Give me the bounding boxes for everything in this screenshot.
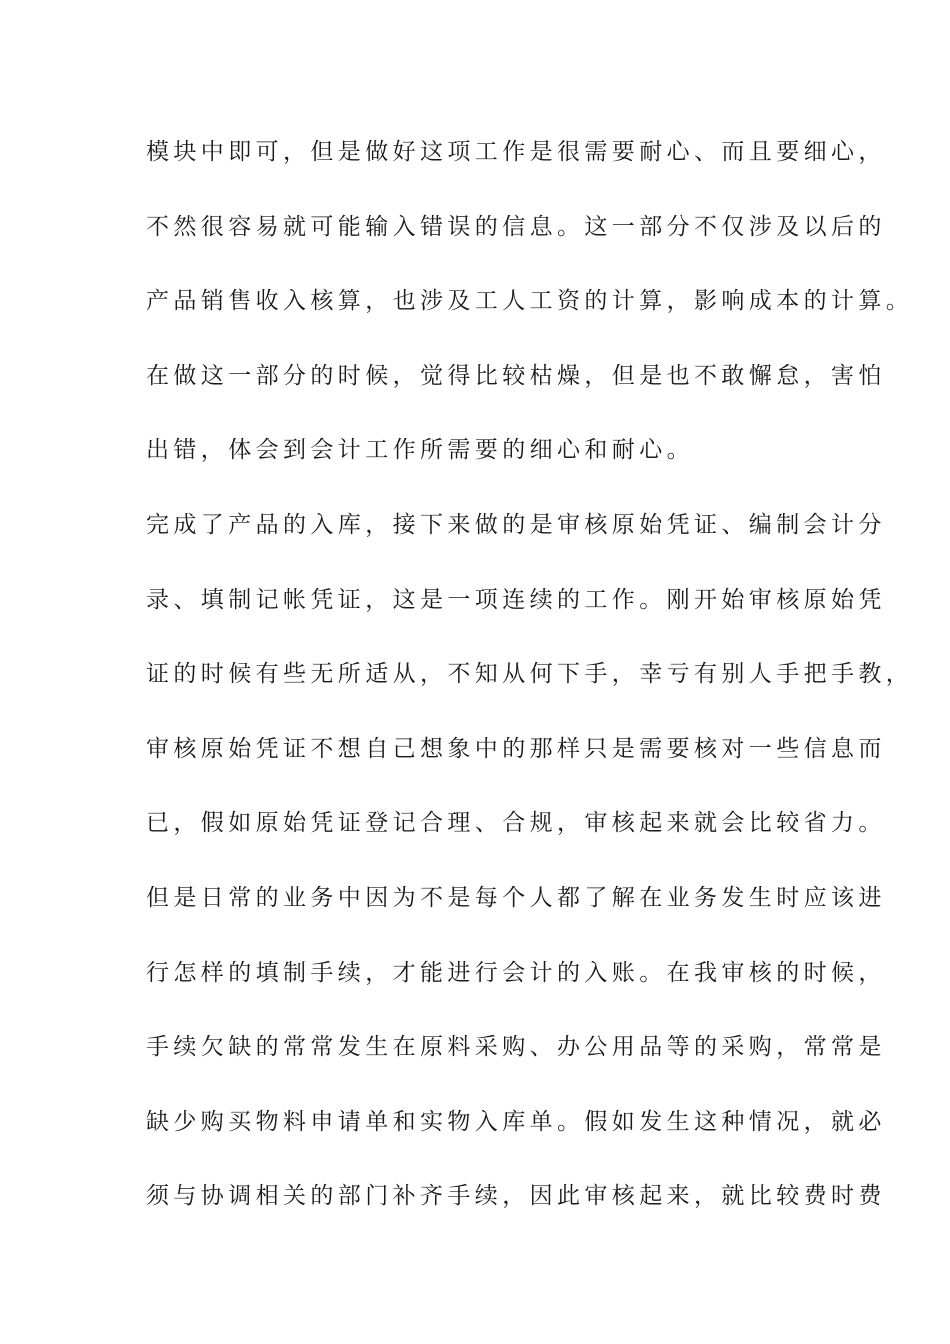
text-line: 在做这一部分的时候，觉得比较枯燥，但是也不敢懈怠，害怕: [146, 362, 886, 389]
text-line: 行怎样的填制手续，才能进行会计的入账。在我审核的时候，: [146, 959, 886, 986]
text-line: 模块中即可，但是做好这项工作是很需要耐心、而且要细心，: [146, 139, 886, 165]
text-line: 手续欠缺的常常发生在原料采购、办公用品等的采购，常常是: [146, 1034, 886, 1061]
text-line: 不然很容易就可能输入错误的信息。这一部分不仅涉及以后的: [146, 213, 886, 240]
text-line: 出错，体会到会计工作所需要的细心和耐心。: [146, 437, 694, 464]
text-line: 证的时候有些无所适从，不知从何下手，幸亏有别人手把手教，: [146, 661, 914, 688]
text-line: 须与协调相关的部门补齐手续，因此审核起来，就比较费时费: [146, 1183, 886, 1210]
text-line: 产品销售收入核算，也涉及工人工资的计算，影响成本的计算。: [146, 288, 914, 315]
text-line: 已，假如原始凭证登记合理、合规，审核起来就会比较省力。: [146, 810, 886, 837]
text-line: 录、填制记帐凭证，这是一项连续的工作。刚开始审核原始凭: [146, 586, 886, 613]
text-line: 完成了产品的入库，接下来做的是审核原始凭证、编制会计分: [146, 511, 886, 538]
text-line: 审核原始凭证不想自己想象中的那样只是需要核对一些信息而: [146, 735, 886, 762]
text-line: 但是日常的业务中因为不是每个人都了解在业务发生时应该进: [146, 884, 886, 911]
text-line: 缺少购买物料申请单和实物入库单。假如发生这种情况，就必: [146, 1108, 886, 1135]
body-text: [146, 130, 914, 1249]
